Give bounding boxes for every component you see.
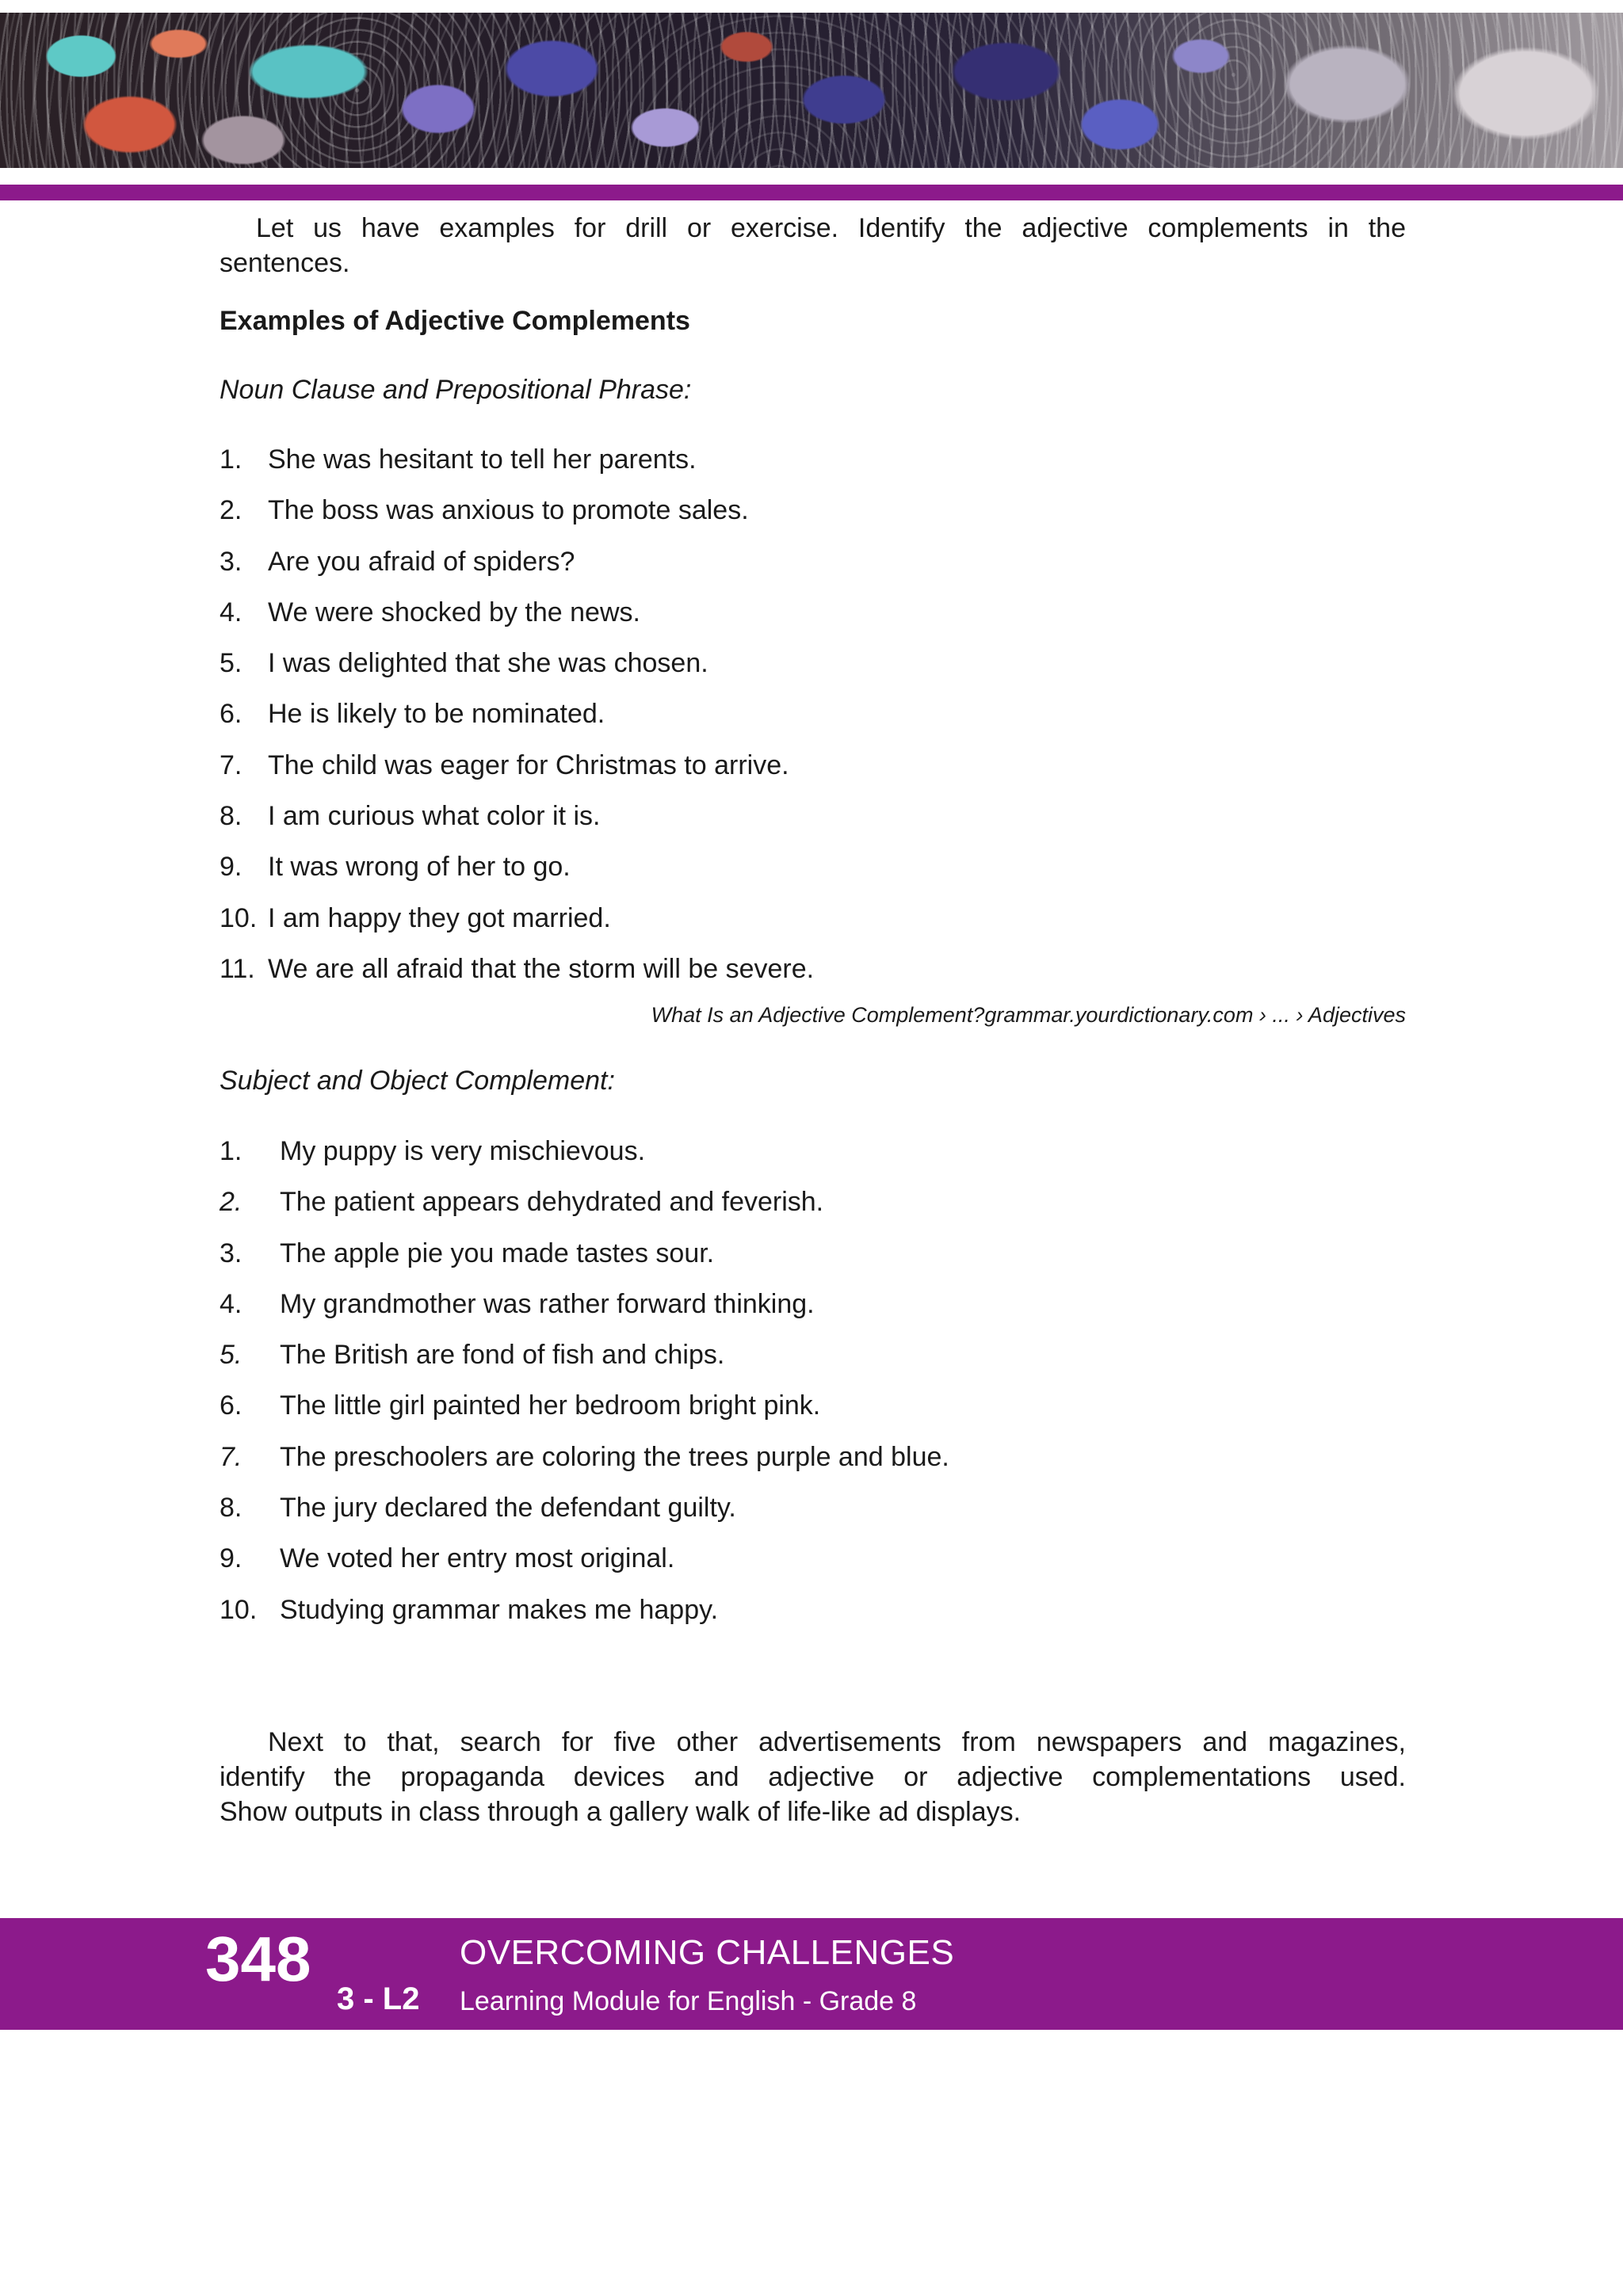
item-number: 5. (220, 648, 242, 679)
closing-paragraph (220, 1725, 1406, 1829)
list-item (220, 536, 1406, 587)
list-item (220, 1228, 1406, 1279)
item-text: We are all afraid that the storm will be severe. (268, 953, 815, 984)
item-number: 9. (220, 1543, 242, 1574)
module-title: OVERCOMING CHALLENGES (460, 1933, 955, 1972)
unit-label: 3 - L2 (337, 1981, 420, 2016)
closing-line: Show outputs in class through a gallery walk of life-like ad displays. (220, 1797, 1022, 1827)
item-number: 4. (220, 597, 242, 627)
intro-paragraph (220, 211, 1406, 280)
list-item (220, 1432, 1406, 1482)
item-number: 8. (220, 1493, 242, 1524)
item-text: It was wrong of her to go. (268, 852, 571, 883)
item-text: He is likely to be nominated. (268, 699, 605, 730)
decorative-banner (0, 13, 1623, 168)
item-text: The apple pie you made tastes sour. (280, 1238, 715, 1268)
item-number: 5. (220, 1340, 242, 1371)
item-number: 3. (220, 546, 242, 577)
item-number: 8. (220, 801, 242, 832)
intro-line: sentences. (220, 248, 350, 278)
item-text: The patient appears dehydrated and feverish. (280, 1187, 824, 1218)
item-number: 7. (220, 1441, 242, 1472)
item-number: 11. (220, 953, 255, 984)
item-text: We were shocked by the news. (268, 597, 640, 627)
list-item (220, 1279, 1406, 1329)
noun-clause-list (220, 434, 1406, 994)
list-item (220, 944, 1406, 994)
list-item (220, 434, 1406, 485)
list-item (220, 587, 1406, 638)
page-number: 348 (205, 1924, 311, 1994)
item-number: 6. (220, 699, 242, 730)
subject-object-heading: Subject and Object Complement: (220, 1066, 615, 1096)
item-text: The British are fond of fish and chips. (280, 1340, 725, 1371)
list-item (220, 893, 1406, 944)
list-item (220, 740, 1406, 791)
list-item (220, 1585, 1406, 1635)
item-text: The child was eager for Christmas to arrive. (268, 749, 789, 780)
item-number: 10. (220, 1594, 258, 1625)
header-rule (0, 185, 1623, 200)
closing-line: Next to that, search for five other advertisements from newspapers and magazines, (268, 1727, 1406, 1757)
item-text: She was hesitant to tell her parents. (268, 444, 697, 475)
item-number: 1. (220, 1136, 242, 1166)
item-text: The preschoolers are coloring the trees purple and blue. (280, 1441, 949, 1472)
item-text: The jury declared the defendant guilty. (280, 1493, 736, 1524)
item-text: My grandmother was rather forward thinking. (280, 1288, 815, 1319)
item-text: We voted her entry most original. (280, 1543, 675, 1574)
item-number: 2. (220, 495, 242, 526)
intro-line: Let us have examples for drill or exercise. Identify the adjective complements in the (256, 213, 1406, 243)
list-item (220, 1126, 1406, 1177)
list-item (220, 1533, 1406, 1584)
list-item (220, 841, 1406, 892)
list-item (220, 1177, 1406, 1227)
section-title: Examples of Adjective Complements (220, 306, 690, 336)
list-item (220, 688, 1406, 739)
closing-line: identify the propaganda devices and adjective or adjective complementations used. (220, 1762, 1406, 1792)
item-number: 7. (220, 749, 242, 780)
item-number: 3. (220, 1238, 242, 1268)
item-text: The little girl painted her bedroom bright pink. (280, 1390, 821, 1421)
item-number: 10. (220, 902, 258, 933)
item-text: I am curious what color it is. (268, 801, 601, 832)
list-item (220, 1329, 1406, 1380)
list-item (220, 485, 1406, 536)
module-subtitle: Learning Module for English - Grade 8 (460, 1986, 917, 2016)
item-number: 1. (220, 444, 242, 475)
item-number: 2. (220, 1187, 242, 1218)
item-text: The boss was anxious to promote sales. (268, 495, 749, 526)
item-text: I was delighted that she was chosen. (268, 648, 708, 679)
item-number: 9. (220, 852, 242, 883)
item-number: 4. (220, 1288, 242, 1319)
item-number: 6. (220, 1390, 242, 1421)
item-text: Are you afraid of spiders? (268, 546, 575, 577)
item-text: My puppy is very mischievous. (280, 1136, 646, 1166)
item-text: I am happy they got married. (268, 902, 611, 933)
noun-clause-heading: Noun Clause and Prepositional Phrase: (220, 375, 692, 405)
list-item (220, 791, 1406, 841)
subject-object-list (220, 1126, 1406, 1635)
page-footer (0, 1918, 1623, 2030)
list-item (220, 638, 1406, 688)
item-text: Studying grammar makes me happy. (280, 1594, 719, 1625)
list-item (220, 1482, 1406, 1533)
source-citation: What Is an Adjective Complement?grammar.yourdictionary.com › ... › Adjectives (651, 1003, 1406, 1027)
list-item (220, 1380, 1406, 1431)
